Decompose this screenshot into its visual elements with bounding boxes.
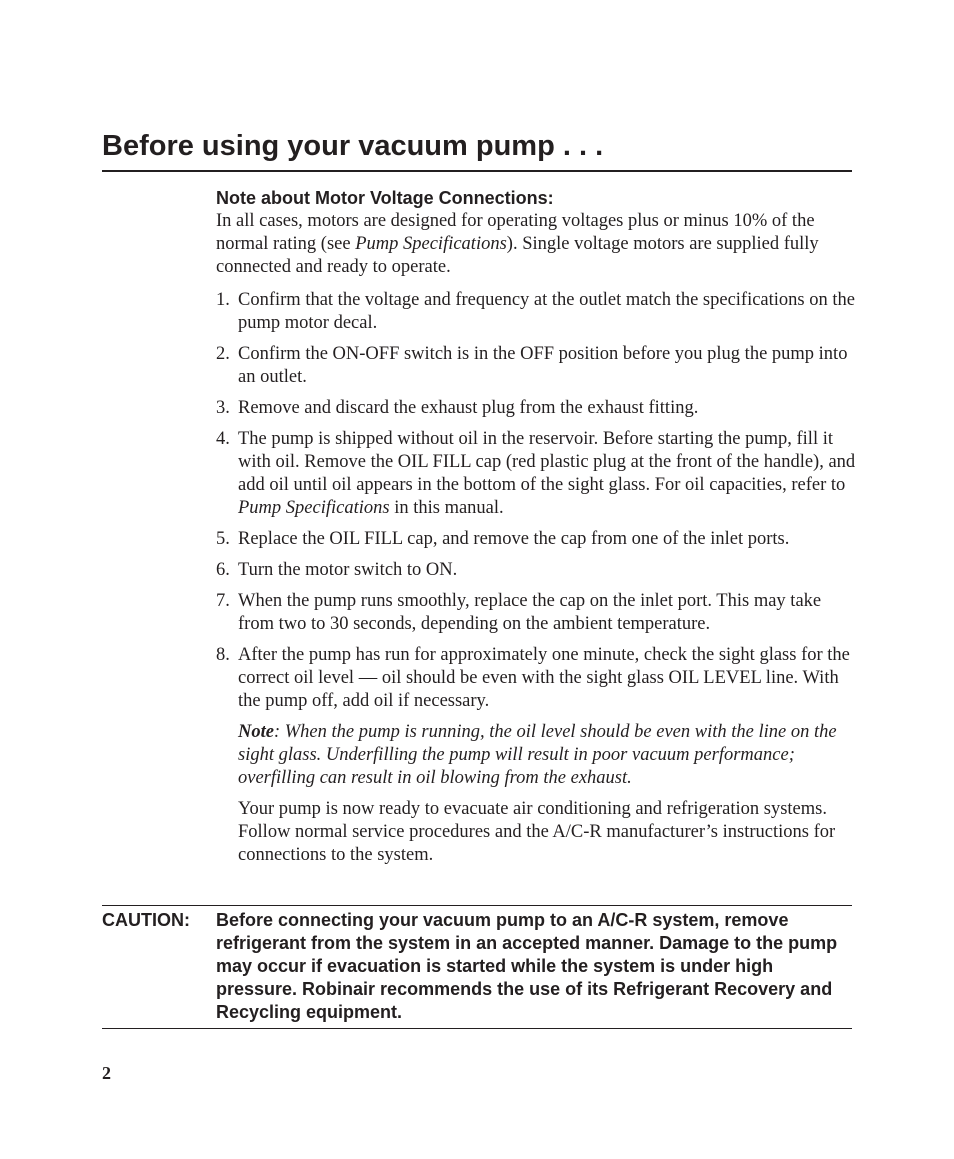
step-text: When the pump runs smoothly, replace the cap on the inlet port. This may take from two to 30 seconds, depending on the ambient temperature.: [238, 591, 822, 634]
step-text-before: The pump is shipped without oil in the reservoir. Before starting the pump, fill it with oil. Remove the OIL FILL cap (red plastic plug at the front of the handle), and add oil until oil appears in the bottom of the sight glass. For oil capacities, refer to: [238, 429, 856, 495]
steps-list: [216, 289, 856, 867]
list-item: [216, 559, 856, 582]
list-item: [216, 590, 856, 636]
step-number: 7.: [216, 591, 230, 611]
step-number: 1.: [216, 290, 230, 310]
step-text-after: in this manual.: [389, 498, 504, 518]
caution-label: CAUTION:: [102, 910, 190, 930]
title-divider: [102, 170, 852, 172]
step-text-italic: Pump Specifications: [238, 498, 390, 518]
note-text-after: ). Single voltage motors are supplied fully connected and ready to operate.: [216, 234, 819, 277]
main-content: [216, 186, 856, 875]
step-number: 6.: [216, 560, 230, 580]
ready-paragraph: Your pump is now ready to evacuate air conditioning and refrigeration systems. Follow normal service procedures and the A/C-R manufacturer’s instructions for connections to the system.: [238, 799, 836, 865]
page-number: 2: [102, 1063, 111, 1083]
step-number: 4.: [216, 429, 230, 449]
caution-bottom-divider: [102, 1028, 852, 1029]
step-text: Remove and discard the exhaust plug from the exhaust fitting.: [238, 398, 699, 418]
step-number: 3.: [216, 398, 230, 418]
page-title: Before using your vacuum pump . . .: [102, 130, 604, 162]
note-text-before: In all cases, motors are designed for operating voltages plus or minus 10% of the normal rating (see: [216, 211, 815, 254]
list-item: [216, 428, 856, 520]
step-text: Turn the motor switch to ON.: [238, 560, 458, 580]
note-heading: Note about Motor Voltage Connections:: [216, 188, 554, 208]
step-text: Confirm that the voltage and frequency at the outlet match the specifications on the pump motor decal.: [238, 290, 855, 333]
step-number: 2.: [216, 344, 230, 364]
step-number: 8.: [216, 645, 230, 665]
list-item: [216, 289, 856, 335]
step-number: 5.: [216, 529, 230, 549]
step-text: Replace the OIL FILL cap, and remove the cap from one of the inlet ports.: [238, 529, 790, 549]
step-text: After the pump has run for approximately one minute, check the sight glass for the correct oil level — oil should be even with the sight glass OIL LEVEL line. With the pump off, add oil if necessary.: [238, 645, 850, 711]
list-item: [216, 644, 856, 867]
caution-text: Before connecting your vacuum pump to an A/C-R system, remove refrigerant from the system in an accepted manner. Damage to the pump may occur if evacuation is started while the system is under high pressure. Robinair recommends the use of its Refrigerant Recovery and Recycling equipment.: [216, 910, 838, 1022]
step-text: Confirm the ON-OFF switch is in the OFF position before you plug the pump into an outlet.: [238, 344, 848, 387]
note-paragraph: [216, 210, 856, 279]
list-item: [216, 397, 856, 420]
list-item: [216, 528, 856, 551]
note-text-italic: Pump Specifications: [355, 234, 507, 254]
caution-top-divider: [102, 905, 852, 906]
note-label: Note: [238, 722, 274, 742]
oil-level-note: [238, 721, 856, 790]
list-item: [216, 343, 856, 389]
note-body: : When the pump is running, the oil level should be even with the line on the sight glass. Underfilling the pump will result in poor vacuum performance; overfilling can result in oil blowing from the exhaust.: [238, 722, 837, 788]
